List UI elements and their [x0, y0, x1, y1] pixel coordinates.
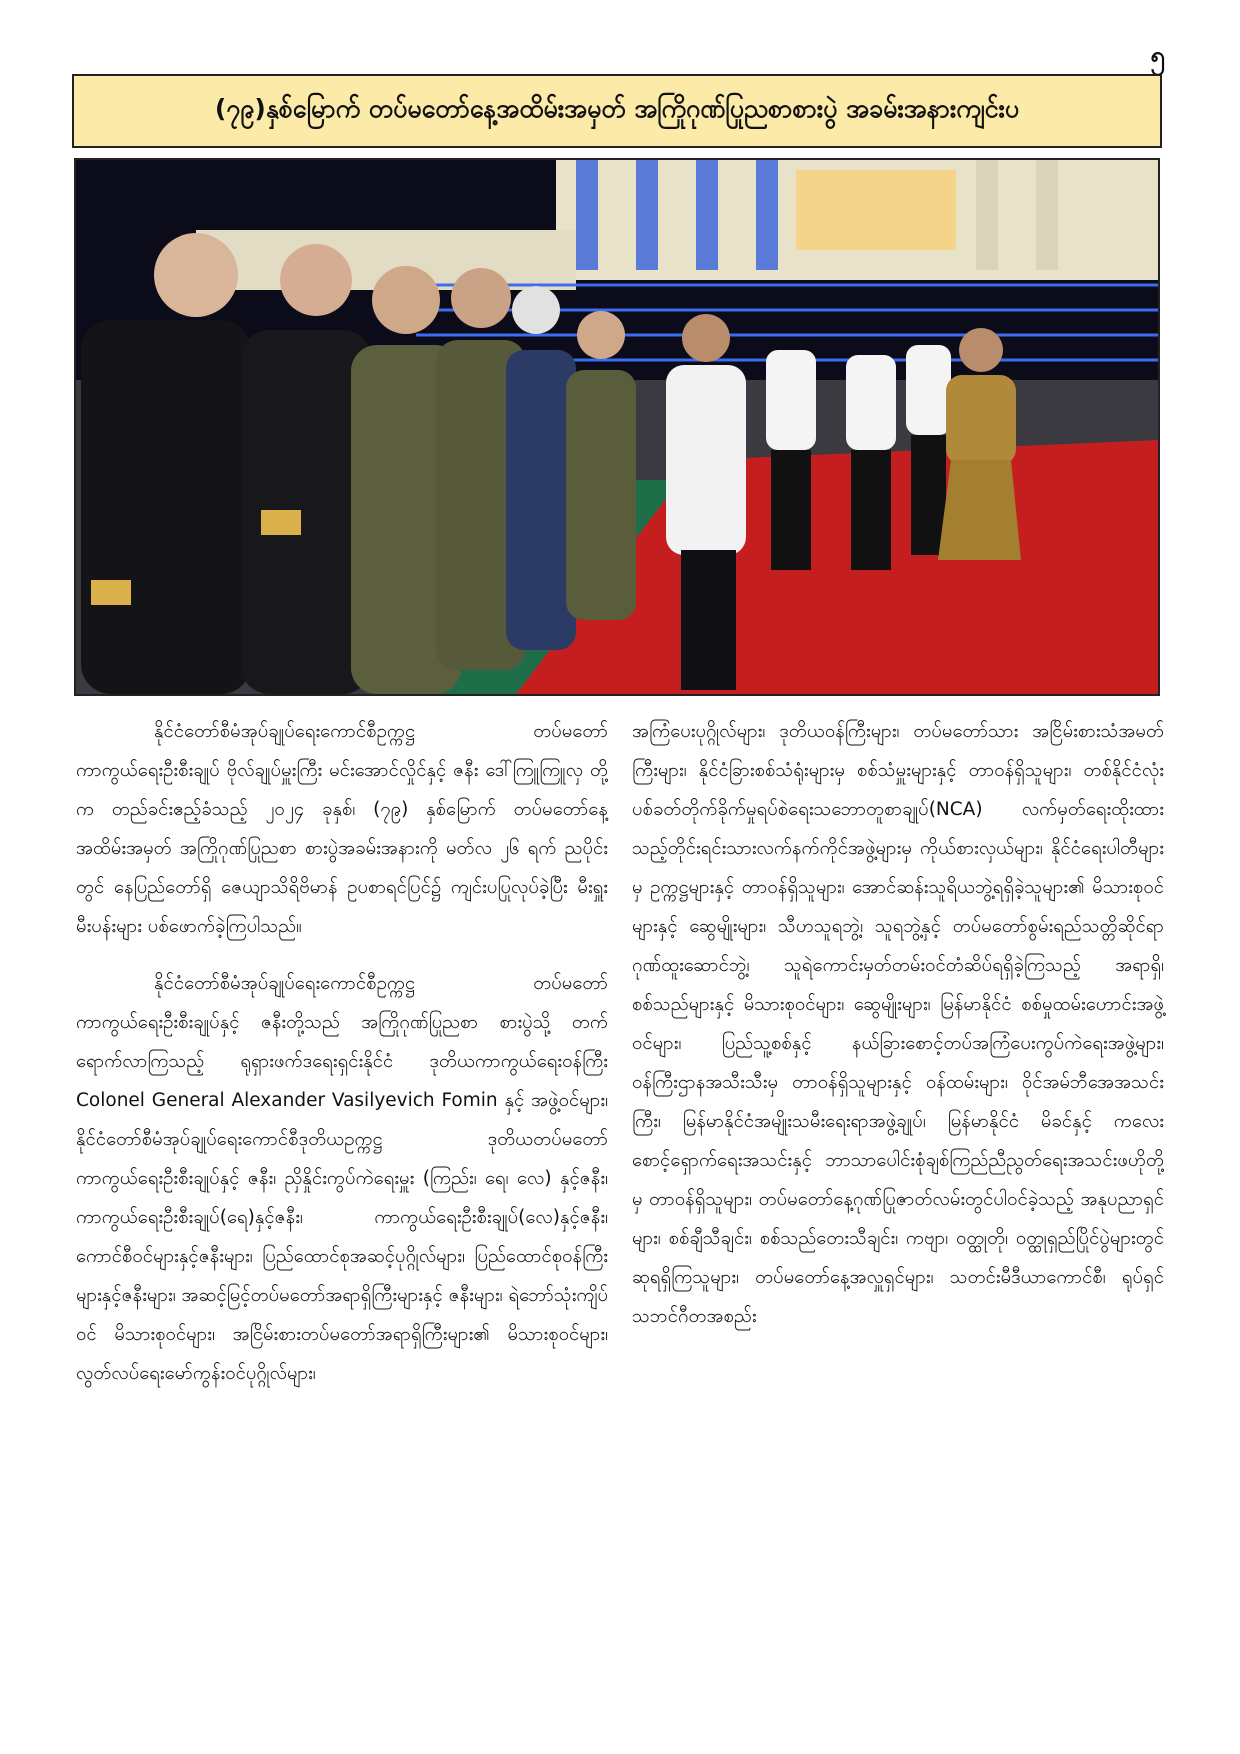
article-paragraph: နိုင်ငံတော်စီမံအုပ်ချုပ်ရေးကောင်စီဥက္ကဋ္ဌ တပ်မတော်ကာကွယ်ရေးဦးစီးချုပ်နှင့် ဇနီးတို့သည် အကြိုဂုဏ်ပြုညစာ စားပွဲသို့ တက်ရောက်လာကြသည့် ရုရှားဖက်ဒရေးရှင်းနိုင်ငံ ဒုတိယကာကွယ်ရေးဝန်ကြီး Colonel General Alexander Vasilyevich Fomin နှင့် အဖွဲ့ဝင်များ၊ နိုင်ငံတော်စီမံအုပ်ချုပ်ရေးကောင်စီဒုတိယဥက္ကဋ္ဌ ဒုတိယတပ်မတော်ကာကွယ်ရေးဦးစီးချုပ်နှင့် ဇနီး၊ ညှိနှိုင်းကွပ်ကဲရေးမှူး (ကြည်း၊ ရေ၊ လေ) နှင့်ဇနီး၊ ကာကွယ်ရေးဦးစီးချုပ်(ရေ)နှင့်ဇနီး၊ ကာကွယ်ရေးဦးစီးချုပ်(လေ)နှင့်ဇနီး၊ ကောင်စီဝင်များနှင့်ဇနီးများ၊ ပြည်ထောင်စုအဆင့်ပုဂ္ဂိုလ်များ၊ ပြည်ထောင်စုဝန်ကြီးများနှင့်ဇနီးများ၊ အဆင့်မြင့်တပ်မတော်အရာရှိကြီးများနှင့် ဇနီးများ၊ ရဲဘော်သုံးကျိပ်ဝင် မိသားစုဝင်များ၊ အငြိမ်းစားတပ်မတော်အရာရှိကြီးများ၏ မိသားစုဝင်များ၊ လွတ်လပ်ရေးမော်ကွန်းဝင်ပုဂ္ဂိုလ်များ၊ — [76, 973, 609, 1384]
article-column-left — [76, 712, 608, 1411]
article-paragraph: နိုင်ငံတော်စီမံအုပ်ချုပ်ရေးကောင်စီဥက္ကဋ္ဌ တပ်မတော်ကာကွယ်ရေးဦးစီးချုပ် ဗိုလ်ချုပ်မှူးကြီး မင်းအောင်လှိုင်နှင့် ဇနီး ဒေါ်ကြူကြူလှ တို့က တည်ခင်းဧည့်ခံသည့် ၂၀၂၄ ခုနှစ်၊ (၇၉) နှစ်မြောက် တပ်မတော်နေ့အထိမ်းအမှတ် အကြိုဂုဏ်ပြုညစာ စားပွဲအခမ်းအနားကို မတ်လ ၂၆ ရက် ညပိုင်းတွင် နေပြည်တော်ရှိ ဇေယျာသိရိဗိမာန် ဥပစာရင်ပြင်၌ ကျင်းပပြုလုပ်ခဲ့ပြီး မီးရှူးမီးပန်းများ ပစ်ဖောက်ခဲ့ကြပါသည်။ — [76, 721, 608, 937]
page-number: ၅ — [1150, 41, 1165, 71]
photo-ceremony-handshake-icon — [76, 160, 1158, 694]
article-paragraph: အကြံပေးပုဂ္ဂိုလ်များ၊ ဒုတိယဝန်ကြီးများ၊ တပ်မတော်သား အငြိမ်းစားသံအမတ်ကြီးများ၊ နိုင်ငံခြားစစ်သံရုံးများမှ စစ်သံမှူးများနှင့် တာဝန်ရှိသူများ၊ တစ်နိုင်ငံလုံးပစ်ခတ်တိုက်ခိုက်မှုရပ်စဲရေးသဘောတူစာချုပ်(NCA) လက်မှတ်ရေးထိုးထားသည့်တိုင်းရင်းသားလက်နက်ကိုင်အဖွဲ့များမှ ကိုယ်စားလှယ်များ၊ နိုင်ငံရေးပါတီများမှ ဥက္ကဋ္ဌများနှင့် တာဝန်ရှိသူများ၊ အောင်ဆန်းသူရိယဘွဲ့ရရှိခဲ့သူများ၏ မိသားစုဝင်များနှင့် ဆွေမျိုးများ၊ သီဟသူရဘွဲ့၊ သူရဘွဲ့နှင့် တပ်မတော်စွမ်းရည်သတ္တိဆိုင်ရာ ဂုဏ်ထူးဆောင်ဘွဲ့၊ သူရဲကောင်းမှတ်တမ်းဝင်တံဆိပ်ရရှိခဲ့ကြသည့် အရာရှိ၊ စစ်သည်များနှင့် မိသားစုဝင်များ၊ ဆွေမျိုးများ၊ မြန်မာနိုင်ငံ စစ်မှုထမ်းဟောင်းအဖွဲ့ဝင်များ၊ ပြည်သူ့စစ်နှင့် နယ်ခြားစောင့်တပ်အကြံပေးကွပ်ကဲရေးအဖွဲ့များ၊ ဝန်ကြီးဌာနအသီးသီးမှ တာဝန်ရှိသူများနှင့် ဝန်ထမ်းများ၊ ဝိုင်အမ်ဘီအေအသင်းကြီး၊ မြန်မာနိုင်ငံအမျိုးသမီးရေးရာအဖွဲ့ချုပ်၊ မြန်မာနိုင်ငံ မိခင်နှင့် ကလေးစောင့်ရှောက်ရေးအသင်းနှင့် ဘာသာပေါင်းစုံချစ်ကြည်ညီညွတ်ရေးအသင်းဖဟိုတို့မှ တာဝန်ရှိသူများ၊ တပ်မတော်နေ့ဂုဏ်ပြုဇာတ်လမ်းတွင်ပါဝင်ခဲ့သည့် အနုပညာရှင်များ၊ စစ်ချီသီချင်း၊ စစ်သည်တေးသီချင်း၊ ကဗျာ၊ ဝတ္ထုတို၊ ဝတ္ထုရှည်ပြိုင်ပွဲများတွင် ဆုရရှိကြသူများ၊ တပ်မတော်နေ့အလှူရှင်များ၊ သတင်းမီဒီယာကောင်စီ၊ ရုပ်ရှင်သဘင်ဂီတအစည်း — [632, 721, 1164, 1327]
article-title: (၇၉)နှစ်မြောက် တပ်မတော်နေ့အထိမ်းအမှတ် အကြိုဂုဏ်ပြုညစာစားပွဲ အခမ်းအနားကျင်းပ — [72, 74, 1162, 148]
photo-guards-white — [766, 345, 951, 570]
ceremony-photo — [74, 158, 1160, 696]
article-column-right — [632, 712, 1164, 1354]
photo-building-window — [796, 170, 956, 250]
